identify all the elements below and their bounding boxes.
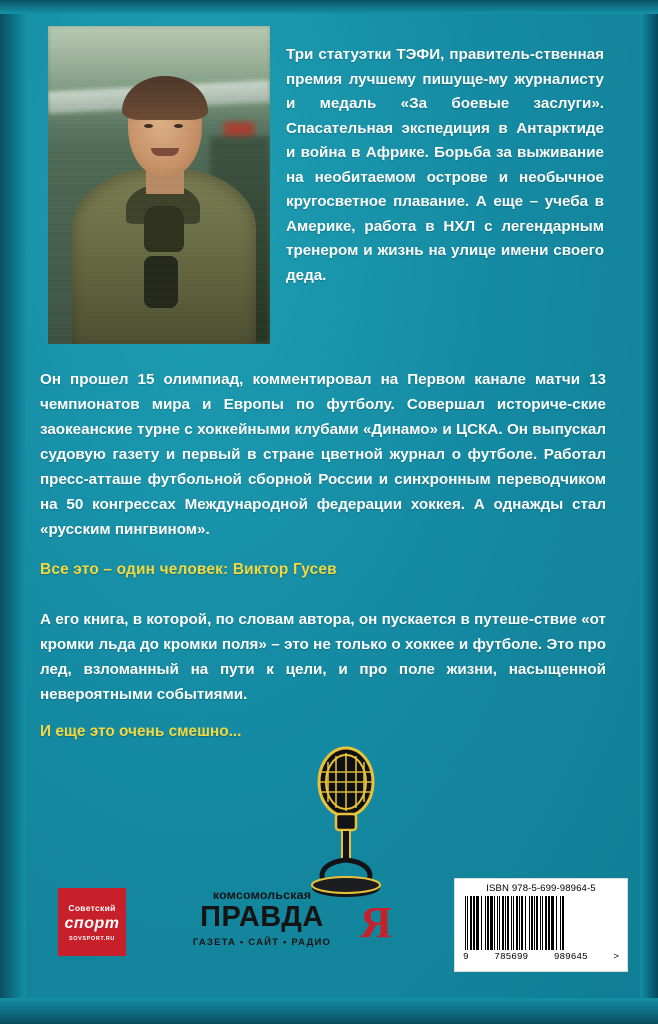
author-photo bbox=[48, 26, 270, 344]
cover-edge-right bbox=[640, 0, 658, 1024]
logo-ss-line2: спорт bbox=[64, 914, 120, 932]
barcode-digit-end: > bbox=[613, 951, 619, 962]
logo-kp-mark: Я bbox=[360, 898, 392, 947]
cover-content bbox=[28, 16, 634, 996]
isbn-label: ISBN 978-5-699-98964-5 bbox=[486, 883, 596, 894]
logo-komsomolskaya-pravda bbox=[168, 888, 356, 948]
body-paragraph-1: Он прошел 15 олимпиад, комментировал на Первом канале матчи 13 чемпионатов мира и Европы по футболу. Совершал историче-ские заокеанские турне с хоккейными клубами «Динамо» и ЦСКА. Он выпускал судовую газету и первый в стране цветной журнал о футболе. Работал пресс-атташе футбольной сборной России и синхронным переводчиком на 50 конгрессах Международной федерации хоккея. А однажды стал «русским пингвином». bbox=[40, 371, 606, 539]
barcode-digit-left: 9 bbox=[463, 951, 469, 962]
barcode-block bbox=[454, 878, 628, 972]
logo-ss-line3: SOVSPORT.RU bbox=[68, 935, 116, 942]
cover-edge-top bbox=[0, 0, 658, 14]
closing-line: И еще это очень смешно... bbox=[40, 723, 242, 741]
photo-grain-overlay bbox=[48, 26, 270, 344]
logo-kp-line2: ПРАВДА bbox=[200, 901, 324, 933]
lede-paragraph: Три статуэтки ТЭФИ, правитель-ственная премия лучшему пишуще-му журналисту и медаль «За боевые заслуги». Спасательная экспедиция в Антарктиде и война в Африке. Борьба за выживание на необитаемом острове и необычное кругосветное плавание. А еще – учеба в Америке, работа в НХЛ с легендарным тренером и жизнь на улице имени своего деда. bbox=[286, 46, 604, 284]
logo-ss-line1: Советский bbox=[68, 902, 116, 913]
tagline: Все это – один человек: Виктор Гусев bbox=[40, 561, 337, 579]
cover-edge-bottom bbox=[0, 998, 658, 1024]
vintage-microphone-icon bbox=[296, 742, 396, 902]
logo-sovetsky-sport bbox=[58, 888, 126, 956]
barcode-digit-mid: 785699 bbox=[494, 951, 529, 962]
body-paragraph-2: А его книга, в которой, по словам автора, он пускается в путеше-ствие «от кромки льда до кромки поля» – это не только о хоккее и футболе. Это про лед, взломанный на пути к цели, и про поле жизни, насыщенной невероятными событиями. bbox=[40, 611, 606, 704]
barcode-digit-right: 989645 bbox=[553, 951, 588, 962]
barcode-bars bbox=[461, 896, 621, 950]
barcode-digits bbox=[461, 950, 621, 962]
logo-kp-line3: ГАЗЕТА • САЙТ • РАДИО bbox=[192, 937, 332, 948]
logo-kp-line1: комсомольская bbox=[212, 888, 312, 902]
cover-edge-left bbox=[0, 0, 26, 1024]
